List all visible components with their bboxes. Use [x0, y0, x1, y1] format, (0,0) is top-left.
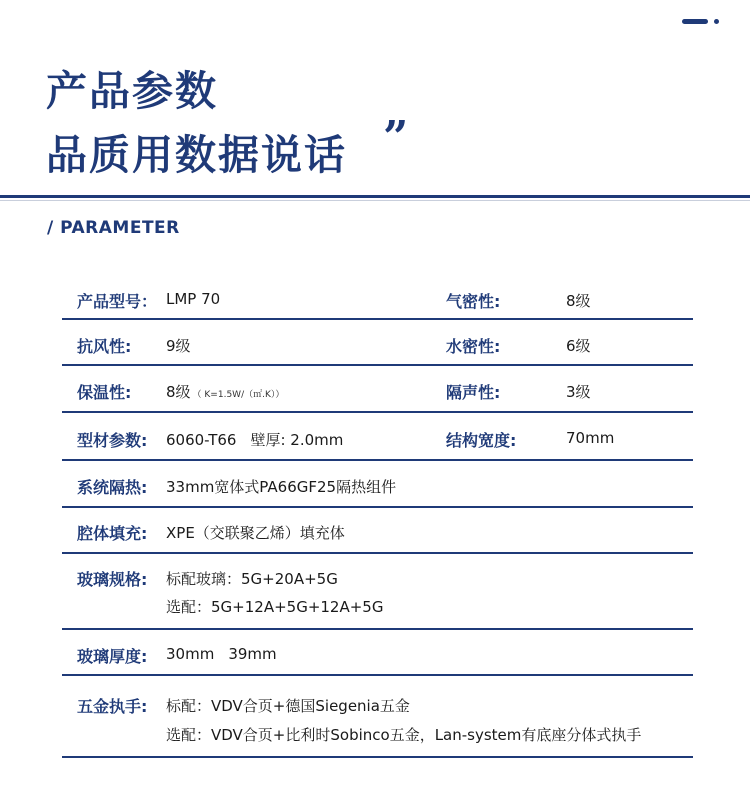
glass-thickness-label: 玻璃厚度:: [77, 647, 148, 666]
cavity-value: XPE（交联聚乙烯）填充体: [166, 524, 345, 542]
spec-row-wind: [62, 320, 693, 366]
profile-value-group: [166, 429, 343, 450]
quote-mark-icon: ”: [383, 112, 409, 163]
insulation-label: 保温性:: [77, 383, 132, 402]
model-value: LMP 70: [166, 290, 221, 308]
sound-label: 隔声性:: [446, 383, 501, 402]
model-label: 产品型号：: [77, 292, 158, 311]
glass-thickness-value-b: 39mm: [228, 645, 277, 663]
insulation-value-group: [166, 381, 284, 402]
spec-row-glass-thickness: [62, 630, 693, 676]
header-divider-thin: [0, 200, 750, 201]
spec-row-glass-spec: [62, 554, 693, 630]
glass-thickness-value-a: 30mm: [166, 645, 215, 663]
page-title: 产品参数: [46, 67, 218, 115]
hardware-optional: 选配：VDV合页+比利时Sobinco五金，Lan-system有底座分体式执手: [166, 726, 642, 744]
profile-wall-thickness: 壁厚: 2.0mm: [250, 431, 344, 449]
spec-row-cavity: [62, 508, 693, 554]
profile-value: 6060-T66: [166, 431, 237, 449]
airtight-label: 气密性:: [446, 292, 501, 311]
width-label: 结构宽度:: [446, 431, 517, 450]
glass-spec-standard: 标配玻璃：5G+20A+5G: [166, 570, 338, 588]
insulation-note: （ K=1.5W/（㎡.K））: [192, 390, 285, 400]
corner-dot: [714, 19, 719, 24]
wind-label: 抗风性:: [77, 337, 132, 356]
spec-row-profile: [62, 413, 693, 461]
watertight-value: 6级: [566, 337, 591, 355]
profile-label: 型材参数:: [77, 431, 148, 450]
sound-value: 3级: [566, 383, 591, 401]
page-subtitle: 品质用数据说话: [46, 131, 347, 179]
glass-spec-label: 玻璃规格:: [77, 570, 148, 589]
spec-row-thermal-break: [62, 461, 693, 508]
thermal-break-value: 33mm宽体式PA66GF25隔热组件: [166, 478, 397, 496]
header-divider: [0, 195, 750, 198]
wind-value: 9级: [166, 337, 191, 355]
width-value: 70mm: [566, 429, 615, 447]
hardware-label: 五金执手:: [77, 697, 148, 716]
glass-spec-optional: 选配：5G+12A+5G+12A+5G: [166, 598, 384, 616]
insulation-value: 8级: [166, 383, 191, 401]
cavity-label: 腔体填充:: [77, 524, 148, 543]
spec-row-hardware: [62, 676, 693, 758]
glass-thickness-value-group: [166, 645, 277, 663]
watertight-label: 水密性:: [446, 337, 501, 356]
airtight-value: 8级: [566, 292, 591, 310]
thermal-break-label: 系统隔热:: [77, 478, 148, 497]
spec-row-insulation: [62, 366, 693, 413]
hardware-standard: 标配：VDV合页+德国Siegenia五金: [166, 697, 410, 715]
section-label: / PARAMETER: [47, 218, 180, 238]
corner-dash: [682, 19, 708, 24]
spec-row-model: [62, 275, 693, 320]
